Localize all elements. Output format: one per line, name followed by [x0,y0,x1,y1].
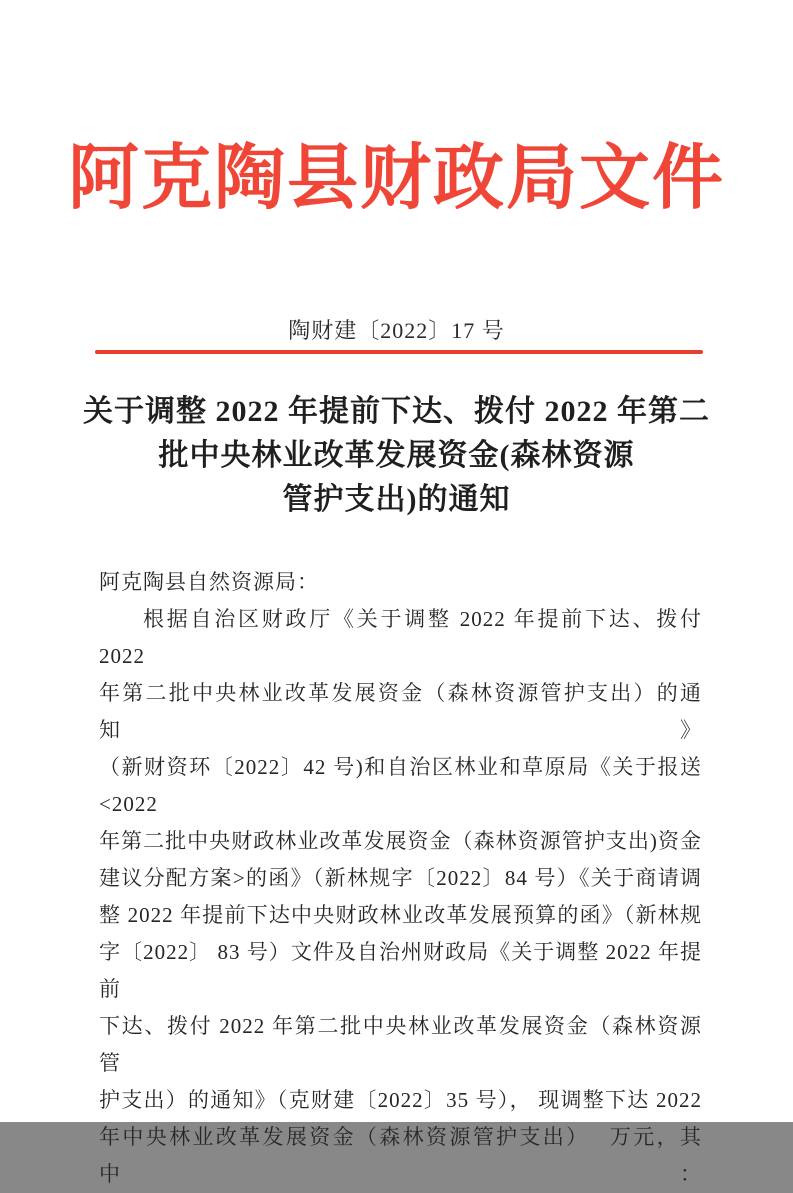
body-lines [99,564,702,1193]
body-line: （新财资环〔2022〕42 号)和自治区林业和草原局《关于报送<2022 [99,755,702,816]
document-title [50,390,743,522]
title-line: 关于调整 2022 年提前下达、拨付 2022 年第二 [83,395,710,428]
red-divider [95,350,703,354]
body-line: 根据自治区财政厅《关于调整 2022 年提前下达、拨付 2022 [99,607,702,668]
document-number: 陶财建〔2022〕17 号 [288,318,505,343]
body-line: 年第二批中央林业改革发展资金（森林资源管护支出）的通知》 [99,681,702,742]
title-line: 管护支出)的通知 [282,483,511,516]
body-line: 年中央林业改革发展资金（森林资源管护支出） 万元，其中： [99,1125,702,1186]
body-line: 年第二批中央财政林业改革发展资金（森林资源管护支出)资金 [99,829,702,853]
title-line: 批中央林业改革发展资金(森林资源 [158,439,635,472]
letterhead-agency-name: 阿克陶县财政局文件 [67,140,725,218]
body-line: 护支出）的通知》（克财建〔2022〕35 号）， 现调整下达 2022 [99,1088,702,1112]
body-line: 字〔2022〕 83 号）文件及自治州财政局《关于调整 2022 年提前 [99,940,702,1001]
body-line: 阿克陶县自然资源局： [99,570,319,594]
body-line: 下达、拨付 2022 年第二批中央林业改革发展资金（森林资源管 [99,1014,702,1075]
body-line: 建议分配方案>的函》（新林规字〔2022〕84 号）《关于商请调 [99,866,702,890]
body-line: 整 2022 年提前下达中央财政林业改革发展预算的函》（新林规 [99,903,702,927]
